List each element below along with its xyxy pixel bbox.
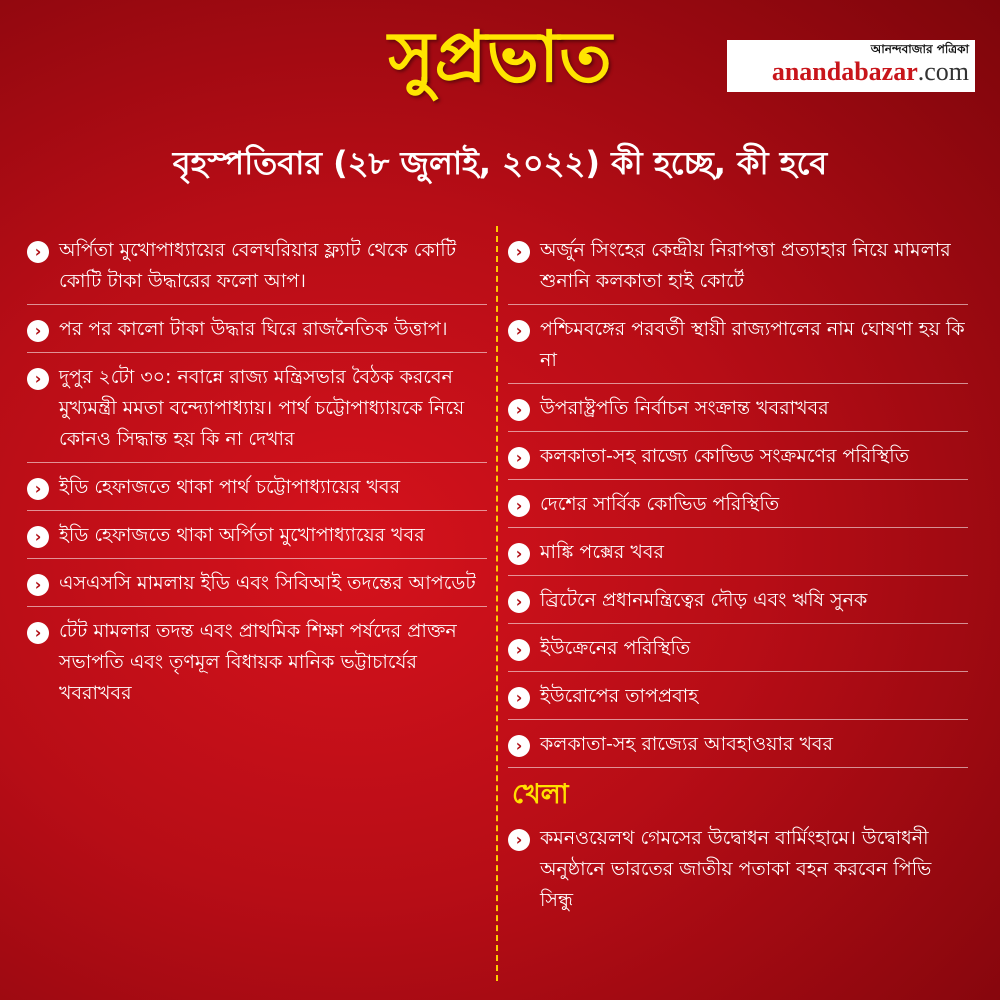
- chevron-right-circle-icon: ›: [508, 591, 530, 613]
- chevron-right-circle-icon: ›: [508, 399, 530, 421]
- news-item-text: অর্জুন সিংহের কেন্দ্রীয় নিরাপত্তা প্রত্যাহার নিয়ে মামলার শুনানি কলকাতা হাই কোর্টে: [540, 239, 951, 292]
- chevron-right-circle-icon: ›: [27, 526, 49, 548]
- news-item: [508, 720, 968, 768]
- news-item-text: কলকাতা-সহ রাজ্যে কোভিড সংক্রমণের পরিস্থিতি: [540, 445, 909, 467]
- news-item: [27, 463, 487, 511]
- column-divider: [496, 226, 498, 981]
- news-item: [27, 305, 487, 353]
- news-item: [508, 226, 968, 305]
- chevron-right-circle-icon: ›: [508, 241, 530, 263]
- chevron-right-circle-icon: ›: [27, 368, 49, 390]
- chevron-right-circle-icon: ›: [508, 543, 530, 565]
- news-item: [508, 624, 968, 672]
- chevron-right-circle-icon: ›: [508, 829, 530, 851]
- news-item: [27, 559, 487, 607]
- chevron-right-circle-icon: ›: [27, 320, 49, 342]
- news-item: [508, 384, 968, 432]
- chevron-right-circle-icon: ›: [27, 622, 49, 644]
- news-item: [508, 305, 968, 384]
- news-item-text: কলকাতা-সহ রাজ্যের আবহাওয়ার খবর: [540, 733, 833, 755]
- page-title: সুপ্রভাত: [388, 16, 612, 98]
- chevron-right-circle-icon: ›: [508, 320, 530, 342]
- news-item-text: দুপুর ২টো ৩০: নবান্নে রাজ্য মন্ত্রিসভার বৈঠক করবেন মুখ্যমন্ত্রী মমতা বন্দ্যোপাধ্যায়। পার্থ চট্টোপাধ্যায়কে নিয়ে কোনও সিদ্ধান্ত হয় কি না দেখার: [59, 366, 465, 450]
- logo-wordmark: [733, 56, 969, 88]
- logo-name: anandabazar: [771, 57, 918, 86]
- anandabazar-logo[interactable]: [727, 40, 975, 92]
- news-item: [27, 607, 487, 716]
- news-item-text: উপরাষ্ট্রপতি নির্বাচন সংক্রান্ত খবরাখবর: [540, 397, 829, 419]
- chevron-right-circle-icon: ›: [508, 495, 530, 517]
- news-item: [508, 432, 968, 480]
- chevron-right-circle-icon: ›: [27, 574, 49, 596]
- sports-section-title: খেলা: [512, 779, 569, 810]
- news-item-text: মাঙ্কি পক্সের খবর: [540, 541, 664, 563]
- news-item: [508, 814, 968, 923]
- chevron-right-circle-icon: ›: [508, 735, 530, 757]
- news-item: [27, 353, 487, 463]
- news-item-text: ইডি হেফাজতে থাকা অর্পিতা মুখোপাধ্যায়ের খবর: [59, 524, 425, 546]
- news-item-text: ব্রিটেনে প্রধানমন্ত্রিত্বের দৌড় এবং ঋষি সুনক: [540, 589, 868, 611]
- news-item-text: এসএসসি মামলায় ইডি এবং সিবিআই তদন্তের আপডেট: [59, 572, 476, 594]
- logo-tagline: আনন্দবাজার পত্রিকা: [870, 42, 969, 56]
- chevron-right-circle-icon: ›: [27, 478, 49, 500]
- news-item-text: ইউরোপের তাপপ্রবাহ: [540, 685, 699, 707]
- news-item-text: পশ্চিমবঙ্গের পরবর্তী স্থায়ী রাজ্যপালের নাম ঘোষণা হয় কি না: [540, 318, 965, 371]
- chevron-right-circle-icon: ›: [508, 639, 530, 661]
- news-item-text: ইডি হেফাজতে থাকা পার্থ চট্টোপাধ্যায়ের খবর: [59, 476, 401, 498]
- news-item-text: কমনওয়েলথ গেমসের উদ্বোধন বার্মিংহামে। উদ্বোধনী অনুষ্ঠানে ভারতের জাতীয় পতাকা বহন করবেন পিভি সিন্ধু: [540, 827, 932, 911]
- logo-suffix: .com: [917, 57, 969, 86]
- news-item-text: টেট মামলার তদন্ত এবং প্রাথমিক শিক্ষা পর্ষদের প্রাক্তন সভাপতি এবং তৃণমূল বিধায়ক মানিক ভট্টাচার্যের খবরাখবর: [59, 620, 457, 704]
- left-news-column: [27, 226, 487, 716]
- news-item-text: দেশের সার্বিক কোভিড পরিস্থিতি: [540, 493, 780, 515]
- right-news-column: [508, 226, 968, 923]
- news-item: [27, 226, 487, 305]
- news-item-text: পর পর কালো টাকা উদ্ধার ঘিরে রাজনৈতিক উত্তাপ।: [59, 318, 448, 340]
- news-item-text: ইউক্রেনের পরিস্থিতি: [540, 637, 691, 659]
- news-item: [27, 511, 487, 559]
- news-item: [508, 480, 968, 528]
- chevron-right-circle-icon: ›: [27, 241, 49, 263]
- news-item: [508, 528, 968, 576]
- date-subtitle: বৃহস্পতিবার (২৮ জুলাই, ২০২২) কী হচ্ছে, কী হবে: [172, 144, 828, 182]
- chevron-right-circle-icon: ›: [508, 447, 530, 469]
- news-item: [508, 672, 968, 720]
- chevron-right-circle-icon: ›: [508, 687, 530, 709]
- news-item-text: অর্পিতা মুখোপাধ্যায়ের বেলঘরিয়ার ফ্ল্যাট থেকে কোটি কোটি টাকা উদ্ধারের ফলো আপ।: [59, 239, 457, 292]
- news-item: [508, 576, 968, 624]
